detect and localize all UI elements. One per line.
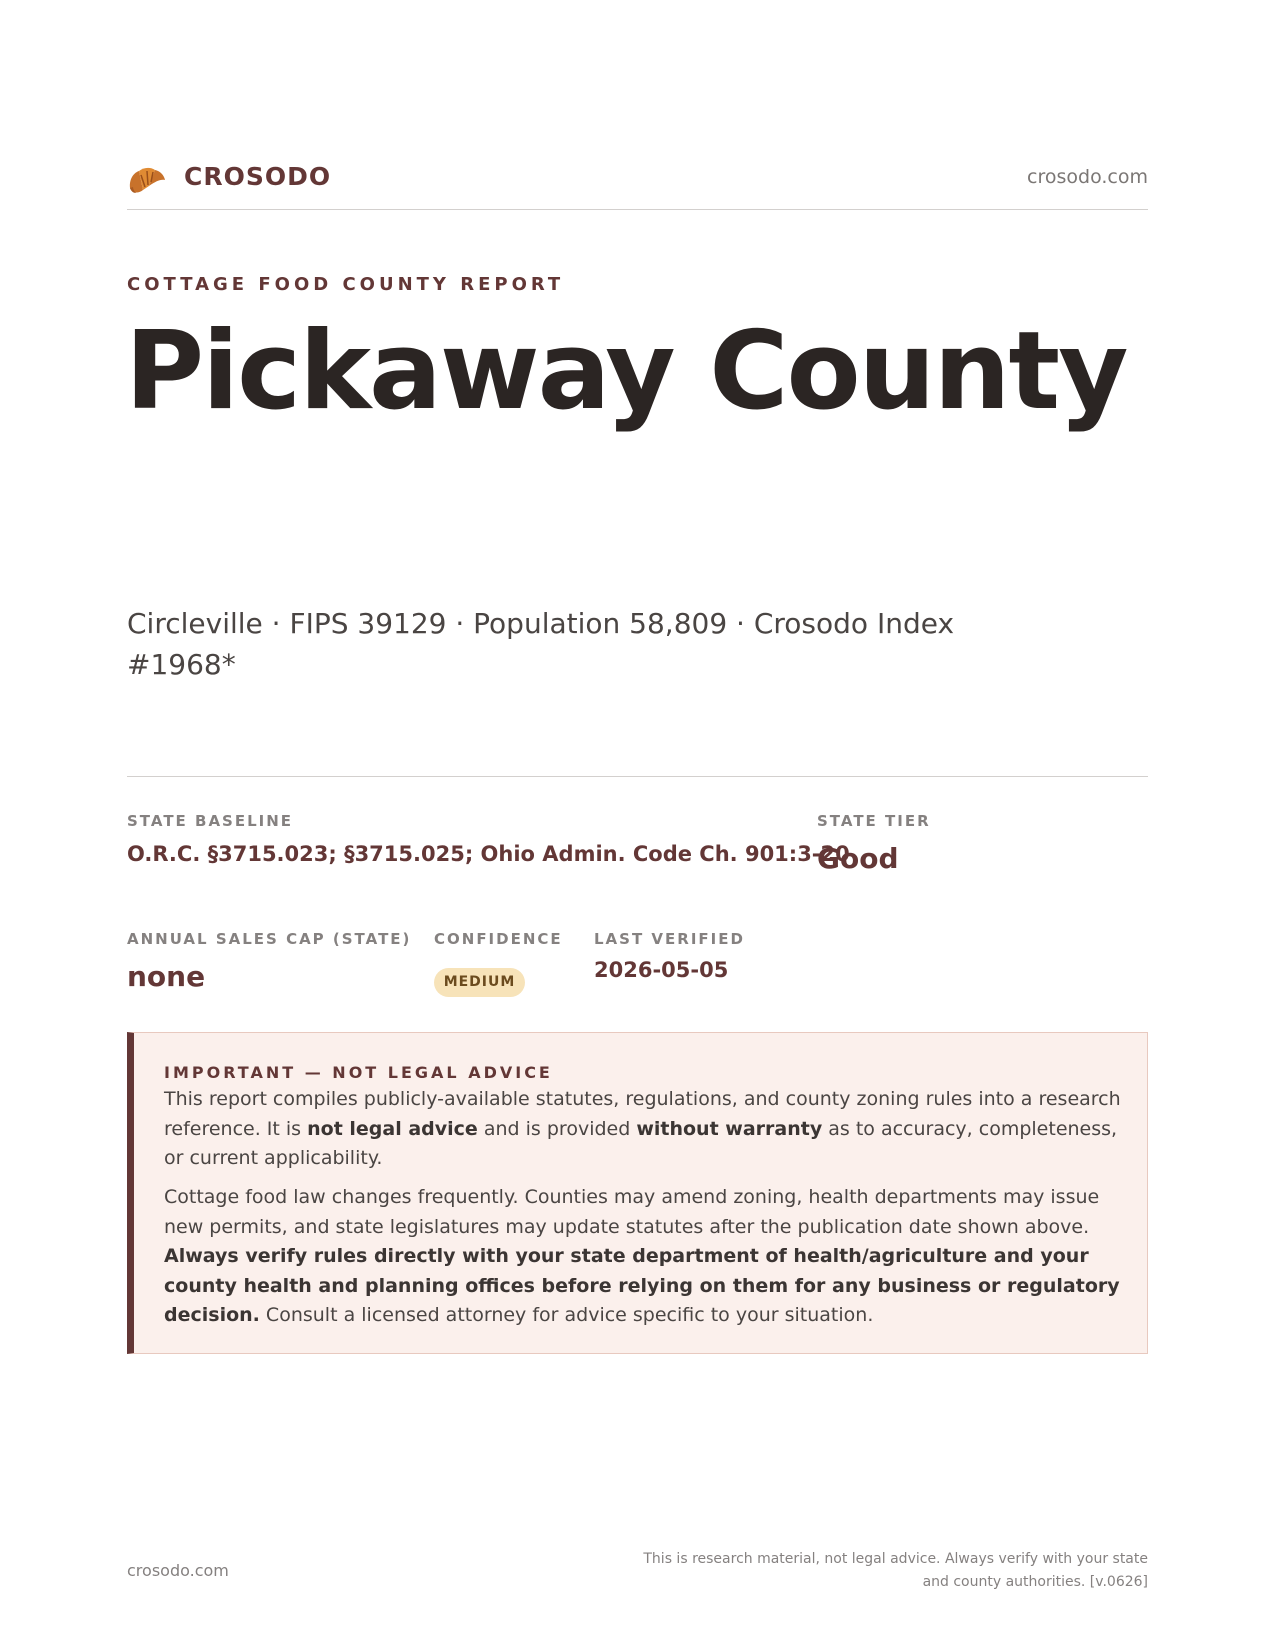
footer-site[interactable]: crosodo.com <box>127 1561 229 1580</box>
croissant-icon <box>127 160 167 198</box>
state-baseline-label: STATE BASELINE <box>127 812 294 830</box>
report-eyebrow: COTTAGE FOOD COUNTY REPORT <box>127 274 565 295</box>
state-tier-label: STATE TIER <box>817 812 931 830</box>
report-subtitle: Circleville · FIPS 39129 · Population 58,809 · Crosodo Index #1968* <box>127 607 955 681</box>
notice-paragraph-2: Cottage food law changes frequently. Counties may amend zoning, health departments may issue new permits, and state legislatures may update statutes after the publication date shown above. Always verify rules directly with your state department of health/agriculture and your county health and planning offices before relying on them for any business or regulatory decision. Consult a licensed attorney for advice specific to your situation. <box>164 1186 1120 1326</box>
state-baseline-value: O.R.C. §3715.023; §3715.025; Ohio Admin. Code Ch. 901:3-20 <box>127 842 850 866</box>
notice-title: IMPORTANT — NOT LEGAL ADVICE <box>164 1063 553 1082</box>
brand-name: CROSODO <box>184 162 332 191</box>
confidence-label: CONFIDENCE <box>434 930 563 948</box>
page-title: Pickaway County <box>125 309 1127 434</box>
page-header <box>127 158 1148 210</box>
section-divider <box>127 776 1148 777</box>
footer-disclaimer: This is research material, not legal advice. Always verify with your state and county authorities. [v.0626] <box>643 1551 1148 1590</box>
confidence-badge: MEDIUM <box>434 968 525 997</box>
legal-notice <box>127 1032 1148 1354</box>
last-verified-value: 2026-05-05 <box>594 958 729 982</box>
last-verified-label: LAST VERIFIED <box>594 930 745 948</box>
site-url[interactable]: crosodo.com <box>1027 166 1148 188</box>
sales-cap-value: none <box>127 960 206 993</box>
sales-cap-label: ANNUAL SALES CAP (STATE) <box>127 930 412 948</box>
state-tier-value: Good <box>817 842 899 875</box>
notice-paragraph-1: This report compiles publicly-available statutes, regulations, and county zoning rules into a research reference. It is not legal advice and is provided without warranty as to accuracy, completeness, or current applicability. <box>164 1088 1121 1169</box>
